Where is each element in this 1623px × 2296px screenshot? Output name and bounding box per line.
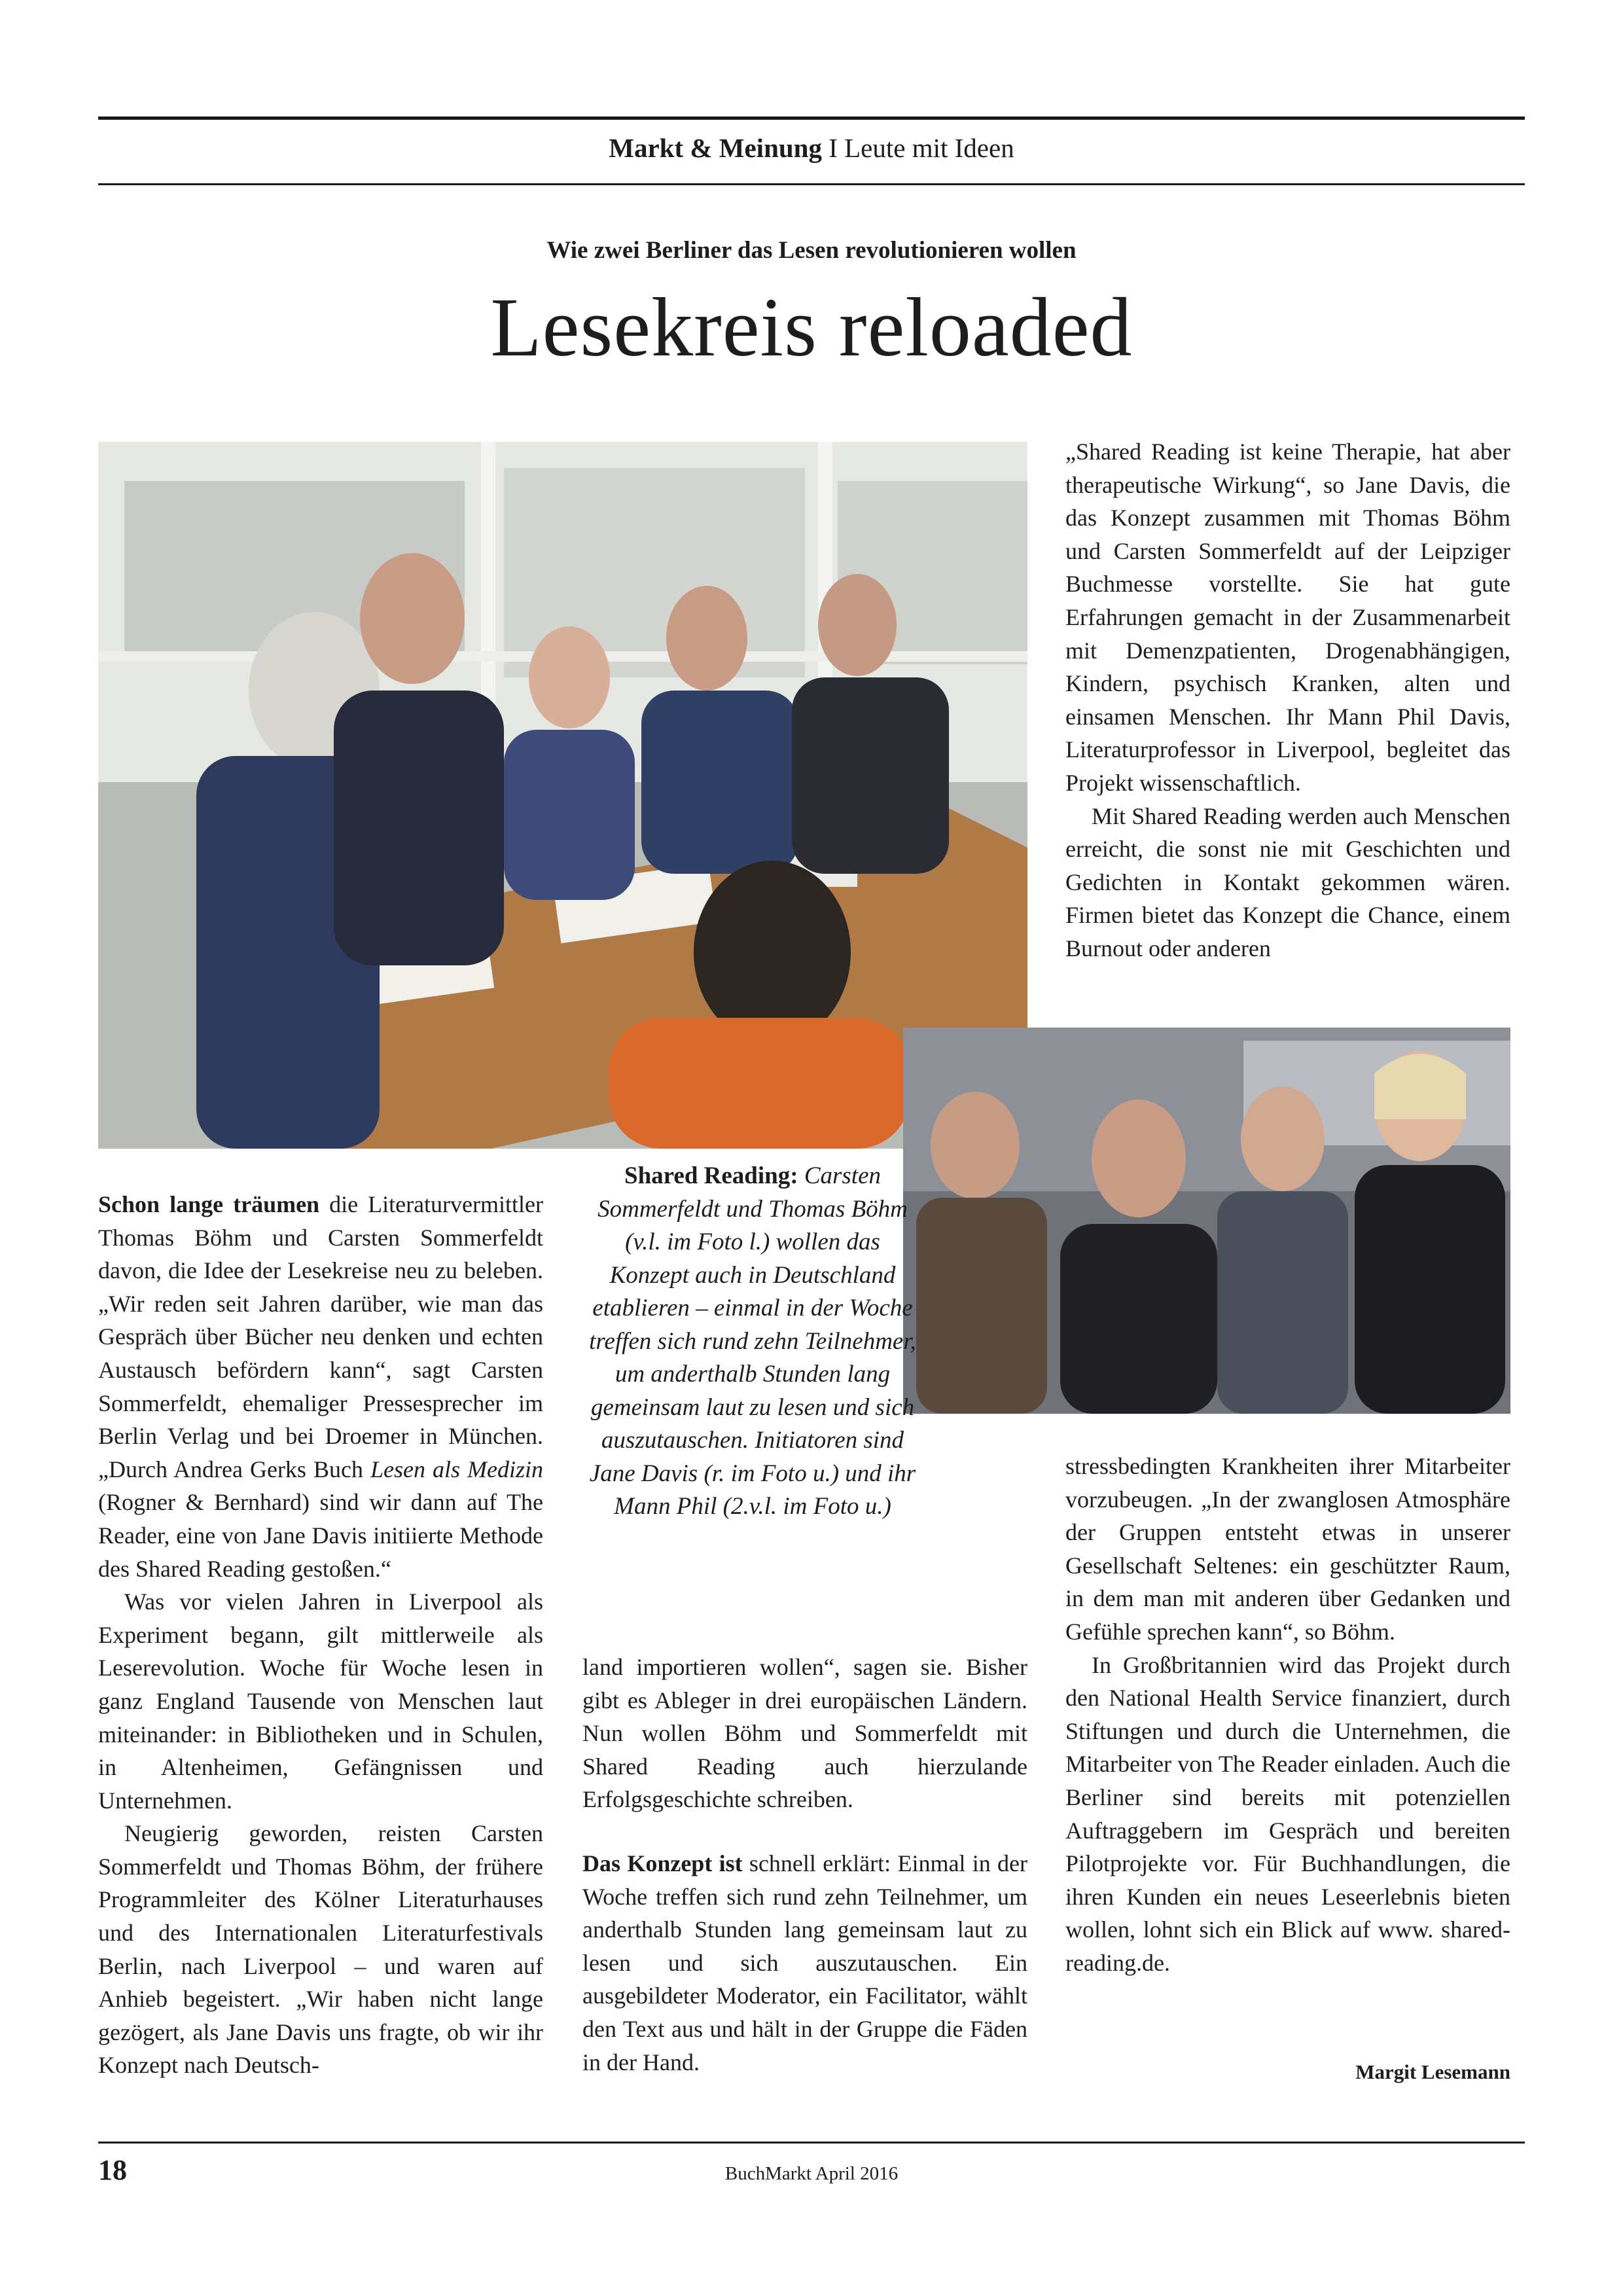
header-rule xyxy=(98,183,1525,185)
paragraph-text: schnell erklärt: Einmal in der Woche treffen sich rund zehn Teilnehmer, um anderthalb Stunden lang gemeinsam laut zu lesen und sich auszutauschen. Ein ausgebildeter Moderator, ein Facilitator, wählt den Text aus und hält in der Gruppe die Fäden in der Hand. xyxy=(582,1850,1028,2075)
section-separator: I xyxy=(829,133,838,163)
publication-footer: BuchMarkt April 2016 xyxy=(724,2163,899,2184)
article-headline: Lesekreis reloaded xyxy=(490,281,1133,374)
paragraph: stressbedingten Krankheiten ihrer Mitarbeiter vorzubeugen. „In der zwanglosen Atmosphäre der Gruppen entsteht etwas in unserer Gesellschaft Seltenes: ein geschützter Raum, in dem man mit anderen über Gedanken und Gefühle sprechen kann“, so Böhm. xyxy=(1065,1453,1510,1645)
article-column-left xyxy=(98,1188,543,2082)
article-column-right-bottom xyxy=(1065,1450,1510,1980)
paragraph: Mit Shared Reading werden auch Menschen erreicht, die sonst nie mit Geschichten und Gedichten in Kontakt gekommen wären. Firmen bietet das Konzept die Chance, einem Burnout oder anderen xyxy=(1065,802,1510,961)
paragraph: In Großbritannien wird das Projekt durch den National Health Service finanziert, durch Stiftungen und durch die Unternehmen, die Mitarbeiter von The Reader einladen. Auch die Berliner sind bereits mit potenziellen Auftraggebern im Gespräch und bereiten Pilotprojekte vor. Für Buchhandlungen, die ihren Kunden ein neues Leseerlebnis bieten wollen, lohnt sich ein Blick auf www. shared-reading.de. xyxy=(1065,1651,1510,1976)
author-byline: Margit Lesemann xyxy=(1355,2060,1510,2083)
paragraph-lead: Schon lange träumen xyxy=(98,1191,320,1217)
initiators-group-photo xyxy=(903,1028,1510,1414)
top-rule xyxy=(98,117,1525,120)
paragraph: Neugierig geworden, reisten Carsten Sommerfeldt und Thomas Böhm, der frühere Programmleiter des Kölner Literaturhauses und des Internationalen Literaturfestivals Berlin, nach Liverpool – und waren auf Anhieb begeistert. „Wir haben nicht lange gezögert, als Jane Davis uns fragte, ob wir ihr Konzept nach Deutsch- xyxy=(98,1820,543,2079)
paragraph-lead: Das Konzept ist xyxy=(582,1850,743,1876)
paragraph: Was vor vielen Jahren in Liverpool als Experiment begann, gilt mittlerweile als Leserevolution. Woche für Woche lesen in ganz England Tausende von Menschen laut miteinander: in Bibliotheken und in Schulen, in Altenheimen, Gefängnissen und Unternehmen. xyxy=(98,1588,543,1814)
paragraph xyxy=(98,1188,543,1585)
page-number: 18 xyxy=(98,2154,127,2186)
paragraph-text: (Rogner & Bernhard) sind wir dann auf The Reader, eine von Jane Davis initiierte Methode des Shared Reading gestoßen.“ xyxy=(98,1489,543,1582)
photo-caption xyxy=(582,1160,923,1524)
section-title: Markt & Meinung xyxy=(609,133,822,163)
article-kicker: Wie zwei Berliner das Lesen revolutionieren wollen xyxy=(546,237,1077,264)
book-title: Lesen als Medizin xyxy=(370,1456,543,1482)
paragraph-text: die Literaturvermittler Thomas Böhm und Carsten Sommerfeldt davon, die Idee der Lesekreise neu zu beleben. „Wir reden seit Jahren darüber, wie man das Gespräch über Bücher neu denken und echten Austausch befördern kann“, sagt Carsten Sommerfeldt, ehemaliger Pressesprecher im Berlin Verlag und bei Droemer in München. „Durch Andrea Gerks Buch xyxy=(98,1191,543,1482)
article-column-right-top xyxy=(1065,435,1510,965)
article-column-middle xyxy=(582,1651,1027,1816)
footer-rule xyxy=(98,2142,1525,2144)
caption-text: Carsten Sommerfeldt und Thomas Böhm (v.l. im Foto l.) wollen das Konzept auch in Deutschland etablieren – einmal in der Woche treffen sich rund zehn Teilnehmer, um anderthalb Stunden lang gemeinsam laut zu lesen und sich auszutauschen. Initiatoren sind Jane Davis (r. im Foto u.) und ihr Mann Phil (2.v.l. im Foto u.) xyxy=(589,1162,916,1520)
paragraph: „Shared Reading ist keine Therapie, hat aber therapeutische Wirkung“, so Jane Davis, die das Konzept zusammen mit Thomas Böhm und Carsten Sommerfeldt auf der Leipziger Buchmesse vorstellte. Sie hat gute Erfahrungen gemacht in der Zusammenarbeit mit Demenzpatienten, Drogenabhängigen, Kindern, psychisch Kranken, alten und einsamen Menschen. Ihr Mann Phil Davis, Literaturprofessor in Liverpool, begleitet das Projekt wissenschaftlich. xyxy=(1065,439,1510,796)
section-subtitle: Leute mit Ideen xyxy=(844,133,1014,163)
reading-group-photo xyxy=(98,442,1027,1149)
paragraph xyxy=(582,1847,1027,2079)
caption-lead: Shared Reading: xyxy=(624,1162,798,1189)
article-column-middle-2 xyxy=(582,1847,1027,2079)
paragraph: land importieren wollen“, sagen sie. Bisher gibt es Ableger in drei europäischen Ländern. Nun wollen Böhm und Sommerfeldt mit Shared Reading auch hierzulande Erfolgsgeschichte schreiben. xyxy=(582,1654,1027,1813)
section-header xyxy=(98,128,1525,168)
